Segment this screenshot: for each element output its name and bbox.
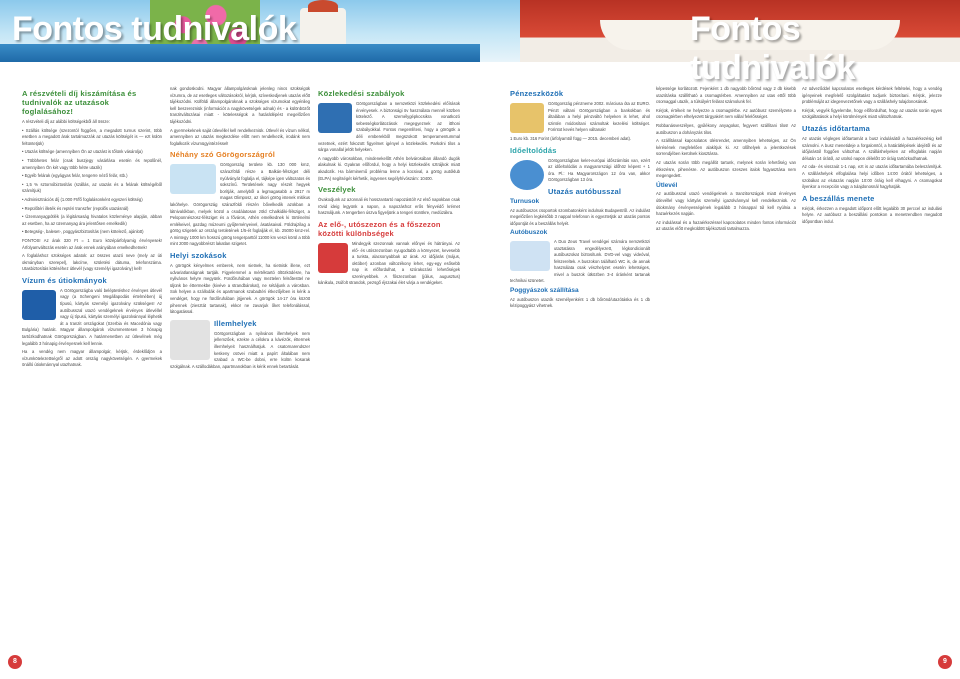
list-item: • Betegség-, baleset-, poggyászbiztosítás (nem kötelező, ajánlott)	[22, 229, 144, 235]
paragraph: Robbanásveszélyes, gyúlékony anyagokat, fegyvert szállítani tilos! Az autóbuszon a dohányzás tilos.	[656, 122, 796, 135]
subheading: Útlevél	[656, 181, 678, 189]
paragraph: nak gondoskodni. Magyar állampolgároknak jelenleg nincs szükségük vízumra, de az esetleges változásokról, kérjük, szíveskedjenek utazás előtt tájékozódni. Külföldi állampolgároknak a szükséges vízumokat egyénileg kell beszerezniük (információt a nagykövetségek adnak) és - a különbözőt tranzitváltozásai miatt - kötelességük a határátlépést megelőzően tájékozódni.	[170, 86, 310, 124]
list-item: • Szállás költsége (szezontól függően, a megadott turnus szerint, több esetben a megadott árak tartalmazzák az utazás költségét is — ezt külön feltüntetjük)	[22, 127, 162, 146]
paragraph: A nagyobb városokban, mindenekelőtt Athén belvárosában állandó dugók alakulnak ki. Gyakran előfordul, hogy a helyi közlekedés sztrájkok miatt akadozik. Ha bárminemű probléma lenne a kocsival, a görög autóklub (ELPA) segítségét kérhetik, ingyenes segélyhívószám: 10400.	[318, 155, 460, 181]
right-col-3	[802, 86, 942, 228]
list-item: • 1,5 % sztornóbiztosítás (szállás, az utazás és a felárak költségéből számítjuk)	[22, 181, 162, 194]
paragraph: Görögország pénzneme 2002. márciusa óta az EURO. Pénzt váltani Görögországban a bankokban és általában a helyi pénzváltó helyeken is lehet, ahol szintén módosítani számoltak kezelési költséget. Forintot kevés helyen váltanak!	[548, 101, 650, 133]
subheading: Autóbuszok	[510, 229, 548, 237]
paragraph: Az autóbuszon utazók személyenként 1 db bőrönd/utazótáska és 1 db kézipoggyász vihetnek.	[510, 296, 650, 309]
paragraph: Kérjük, érkezzen a megadott időpont előtt legalább 30 perccel az indulási helyre. Az autóbusz a beszállási pontokon a menetrendben megadott időpontban indul.	[802, 205, 942, 224]
paragraph: Görögországban a nyilvános illemhelyek nem jellemzőek, ezekre a célokra a kávézók, éttermek illemhelyeit használhatjuk. A csatornarendszer keskeny csövei miatt a papírt általában nem szabad a WC-be dobni, erre külön kosarak szolgálnak. A szállodákban, apartmanokban is kérik ennek betartását.	[170, 330, 310, 369]
paragraph: Óvakodjunk az azonnali és hosszantartó napozástól! Az első napokban csak rövid ideig legyünk a napon, a napozáshoz erős fényvédő krémet használjunk. A tengerben úszva figyeljünk a tengeri sünökre, medúzákra.	[318, 197, 460, 216]
paragraph: A foglaláshoz szükséges adatok: az összes utazó neve (mely az úti okmányban szerepel), lakcíme, születési dátuma, telefonszáma. Utasbiztosítás kötéséhez útlevél (vagy személyi igazolvány) kell!	[22, 253, 162, 272]
paragraph: Az oda- és visszaút 1-1 nap, ezt is az utazás időtartamába beleszámítjuk. A szálláshelyek elfoglalása helyi időben 14:00 órától lehetséges, a szobákat az elutazás napján 10:00 óráig kell elhagyni. A csomagokat ilyenkor a recepción vagy a tulajdonosnál hagyhatják.	[802, 164, 942, 190]
greece-map-image	[170, 164, 216, 194]
right-page	[480, 0, 960, 679]
paragraph: A Görögországba való beléptetéshez érvényes útlevél vagy (a Schengeni Megállapodás értelmében) új típusú, kártyás személyi igazolvány szükséges! Az autóbusszal utazó vendégeknek érvényes útlevéllel vagy új típusú, kártyás személyi igazolvánnyal léphetik át a tranzit országokat (Szerbia és Macedónia vagy Bulgária) határát. Magyar állampolgárok vízummentesen 3 hónapig tartózkodhatnak Görögországban. A határmenetben az útlevélnek még legalább 3 hónapig érvényesnek kell lennie.	[22, 287, 162, 346]
paragraph: Kérjük, vegyék figyelembe, hogy előfordulhat, hogy az utazás során egyes szolgáltatások a helyi körülmények miatt változhatnak.	[802, 107, 942, 120]
section-heading: Az elő-, utószezon és a főszezon közötti különbségek	[318, 219, 441, 238]
right-col-1	[510, 86, 650, 312]
paragraph: Görögországban a nemzetközi közlekedési előírások érvényesek. A biztonsági öv használata mennél közben kötelező. A személygépkocsikra vonatkozó sebességkorlátozások megegyeznek az itthoni szabályokkal. Fontos megemlíteni, hogy a görögök a déli emberekből megszokott temperamentummal vezetnek, ezért fokozott figyelmet igényel a közlekedés. Parkolni tilos a sárga vonallal jelölt helyeken.	[318, 101, 460, 153]
paragraph: A Duo Zeus Travel vendégei számára nemzetközi utaztatásra engedélyezett, légkondicionált autóbuszokat biztosítunk. DVD-vel vagy videóval, felszereltek. A buszokon található WC is, de annak használata csak vészhelyzet esetén lehetséges, mivel a buszok útközben 3-4 óránként tartanak technikai szünetet.	[510, 238, 650, 284]
paragraph: Az autóbuszos csoportok szombatonként indulnak Budapestről. Az indulást megelőzően legkésőbb 3 nappal telefonon is egyeztetjük az utazás pontos időpontját és a beszállás helyét.	[510, 207, 650, 226]
list-item: • Üzemanyagpótlék (a légitársaság hivatalos közleménye alapján, abban az esetben, ha az üzemanyag ára jelentősen emelkedik)	[22, 214, 162, 226]
list-item: • Repülőtéri illeték és reptéri transzfer (repülős utazásnál)	[22, 205, 129, 211]
paragraph: Mindegyik szezonnak vannak előnyei és hátrányai. Az elő- és utószezonban nyugodtabb a környezet, kevesebb a turista, alacsonyabbak az árak. Az időjárás (május, október) azonban változékony lehet, egy-egy esősebb nap is előfordulhat, a szórakozási lehetőségek szerényebbek. A főszezonban (július, augusztus) kánikula, zsúfolt strandok, pezsgő éjszakai élet várja a vendégeket.	[318, 240, 460, 286]
page-number: 9	[938, 655, 952, 669]
paragraph: A részvételi díj az alábbi költségekből áll össze:	[22, 119, 110, 124]
list-item: • Adminisztrációs díj (1.000 Ft/fő foglalásonként egyszeri költség)	[22, 196, 143, 202]
traffic-sign-image	[318, 103, 352, 133]
list-item: • Utazás költsége (amennyiben Ön az utazást is tőlünk vásárolja)	[22, 149, 143, 155]
coins-image	[510, 103, 544, 133]
paragraph: Az indulással és a hazaérkezéssel kapcsolatos minden fontos információt az utazás előtt megküldött tájékoztató tartalmazza.	[656, 219, 796, 232]
bus-image	[510, 241, 550, 271]
list-item: • Egyéb felárak (egyágyas felár, tengerre néző felár, stb.)	[22, 173, 128, 179]
left-col-3	[318, 86, 460, 289]
warning-sign-image	[318, 243, 348, 273]
subheading: Poggyászok szállítása	[510, 287, 579, 295]
subheading: Turnusok	[510, 197, 540, 205]
page-title: Fontos tudnivalók	[12, 10, 297, 48]
section-heading: Közlekedési szabályok	[318, 89, 405, 98]
page-number: 8	[8, 655, 22, 669]
paragraph: Ha a vendég nem magyar állampolgár, kérjük, érdeklődjön a vízumkötelezettségről az adott ország nagykövetségén. A gyermekek önálló útiokmánnyal utazhatnak.	[22, 349, 162, 368]
paragraph: Kérjük, értékeit ne helyezze a csomagtérbe. Az autóbusz személyzete a csomagtérben elhelyezett tárgyakért nem vállal felelősséget.	[656, 107, 796, 120]
paragraph: képessége korlátozott. Fejenként 1 db nagyobb bőrönd vagy 2 db kisebb utazótáska szállítható a csomagtérben. Amennyiben az utas ettől több csomaggal utazik, a túlsúlyért felárat számolunk fel.	[656, 86, 796, 105]
right-col-2	[656, 86, 796, 235]
paragraph: Az autóbusszal utazó vendégeknek a tranzitországok miatt érvényes útlevéllel vagy kártyás személyi igazolvánnyal kell rendelkezniük. Az útiokmány érvényességének legalább 3 hónappal túl kell nyúlnia a hazaérkezés napján.	[656, 191, 796, 217]
section-heading: Pénzeszközök	[510, 89, 564, 98]
left-col-2	[170, 86, 310, 372]
section-heading: Veszélyek	[318, 185, 356, 195]
section-heading: Időeltolódás	[510, 145, 557, 155]
paragraph: FONTOS! Az árak 320 Ft = 1 Euro középárfolyamig érvényesek! Árfolyamváltozás esetén az árak ennek arányában emelkedhetnek!	[22, 237, 162, 250]
list-item: • Többhetes felár (csak buszjegy vásárlása esetén és repülőnél, amennyiben Ön két vagy több hétre utazik)	[22, 157, 162, 170]
section-heading: Helyi szokások	[170, 251, 227, 261]
paragraph: Az üdveződdel kapcsolatos esetleges kérdések feltételei, hogy a vendég igényeinek megfelelő szolgáltatást tudjunk biztosítani. Kérjük, jelezze problémáját az idegenvezetőnek vagy a szálláshely tulajdonosának.	[802, 86, 942, 105]
passport-image	[22, 290, 56, 320]
paragraph: 1 Euro kb. 316 Forint (árfolyamtól függ — 2015. decemberi adat).	[510, 135, 632, 141]
paragraph: A görögök kényelmes emberek, nem sietnek, ha sietniük illene, ezt udvariatlanságnak tartják. Figyelemmel a mértéktartó öltözködésre, ha nyilvános helyre megyünk. Fürdőruhában vagy meztelen felsőtesttel ne üljünk be éttermekbe (kivéve a strandbárokat), ne sétáljunk a városban. Sok helyen a szállodák és apartmanok szabadtéri étkezőjében is kérik a vendéget, hogy ne fürdőruhában jöjjenek. A görögök 14-17 óra között pihennek (ziesztát tartanak), ekkor ne zavarjuk őket telefonálással, látogatással.	[170, 263, 310, 315]
paragraph: Görögországban kelet-európai időszámítás van, ezért az időeltolódás a magyarországi időhöz képest + 1 óra. Pl.: Ha Magyarországon 12 óra van, akkor Görögországban 13 óra.	[548, 157, 650, 183]
section-heading: A részvételi díj kiszámítása és tudnivalók az utazások foglalásához!	[22, 89, 137, 116]
section-heading: Vízum és útiokmányok	[22, 275, 107, 285]
page-title: Fontos tudnivalók	[690, 10, 856, 87]
paragraph: A gyermekeknek saját útlevéllel kell rendelkezniük. Útlevél és vízum nélkül, amennyiben az utazás megkezdése előtt nem rendelkezik, irodánk nem foglalkozik vízumügyintézéssel!	[170, 127, 310, 146]
globe-image	[510, 160, 544, 190]
section-heading: Utazás autóbusszal	[548, 186, 622, 196]
section-heading: Néhány szó Görögországról	[170, 150, 276, 160]
paragraph: Az utazás során több megállót tartunk, melynek során lehetőség van étkezésre, pihenésre. Az autóbuszon szeszes italok fogyasztása nem megengedett.	[656, 159, 796, 179]
section-heading: A beszállás menete	[802, 193, 875, 203]
left-col-1	[22, 86, 162, 371]
section-heading: Utazás időtartama	[802, 123, 871, 133]
paragraph: Görögország területe kb. 130 000 km2, szárazföldi része a Balkán-félsziget déli nyúlványát foglalja el, tájképe igen változatos és sokszínű. Területének nagy részét hegyek borítják, amelyből a legmagasabb a 2917 m magas Olimposz, az ókori görög istenek mitikus lakóhelye. Görögország szárazföldi részén bővelkedik azokban a látnivalókban, melyek közül a csodálatosan zöld Chalkidiki-félsziget, a Peloponnészosz-félsziget és a főváros, Athén emelkednek ki történelmi emlékeivel, gazdag múzeumi gyűjteményeivel, ásatásaival. Földrajzilag a görög szigetek az ország területének 1/5-ét foglalják el, kb. 25000 km2-rel. A mintegy 1000 km hosszú görög tengerparttól 11000 km veszi körül a több mint 2000 nagyobbrészt lakatlan szigetet.	[170, 162, 310, 247]
paragraph: A szállítással kapcsolatos ülésrendet, amennyiben lehetséges, az Ön kérésének megfelelően alakítjuk ki. Az ülőhelyek a jelentkezések sorrendjében kerülnek kiosztásra.	[656, 138, 796, 157]
paragraph: Az utazás végleges időtartamát a busz indulásától a hazaérkezésig kell számolni. A busz menetideje a forgalomtól, a határátlépések idejétől és az időjárástól függően változhat. A szálláshelyeken az elfoglalás napján délután 14 órától, az utolsó napon délelőtt 10 óráig tartózkodhatnak.	[802, 135, 942, 161]
section-heading: Illemhelyek	[214, 318, 257, 328]
restroom-sign-image	[170, 320, 210, 360]
